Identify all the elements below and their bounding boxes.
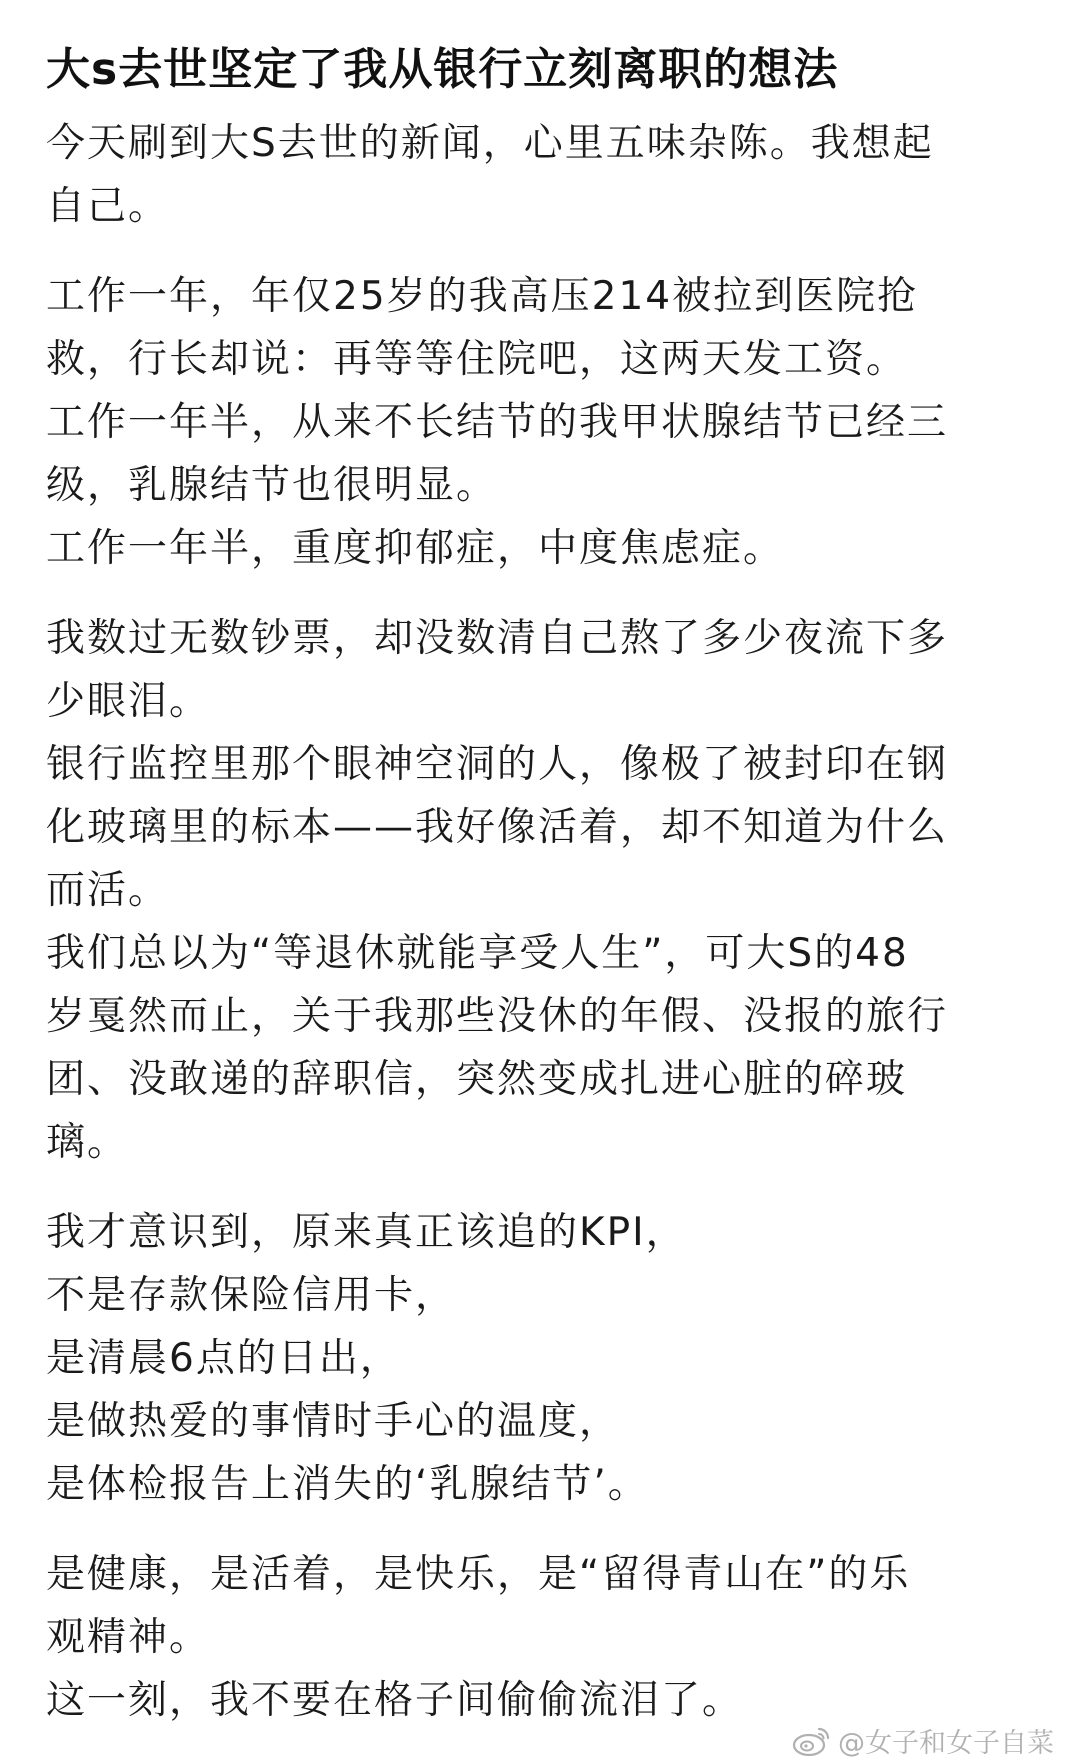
weibo-icon bbox=[792, 1724, 832, 1758]
paragraph-4: 我才意识到，原来真正该追的KPI， 不是存款保险信用卡， 是清晨6点的日出， 是做热爱的事情时手心的温度， 是体检报告上消失的‘乳腺结节’。 bbox=[46, 1210, 687, 1507]
post-title: 大s去世坚定了我从银行立刻离职的想法 bbox=[46, 44, 839, 95]
paragraph-5: 是健康，是活着，是快乐，是“留得青山在”的乐 观精神。 这一刻，我不要在格子间偷偷流泪了。 bbox=[46, 1552, 911, 1723]
post-content bbox=[46, 28, 1036, 1732]
paragraph-2: 工作一年，年仅25岁的我高压214被拉到医院抢 救，行长却说：再等等住院吧，这两天发工资。 工作一年半，从来不长结节的我甲状腺结节已经三 级，乳腺结节也很明显。 工作一年半，重度抑郁症，中度焦虑症。 bbox=[46, 274, 949, 571]
weibo-watermark bbox=[792, 1721, 1054, 1760]
paragraph-3: 我数过无数钞票，却没数清自己熬了多少夜流下多 少眼泪。 银行监控里那个眼神空洞的人，像极了被封印在钢 化玻璃里的标本——我好像活着，却不知道为什么 而活。 我们总以为“等退休就能享受人生”，可大S的48 岁戛然而止，关于我那些没休的年假、没报的旅行 团、没敢递的辞职信，突然变成扎进心脏的碎玻 璃。 bbox=[46, 616, 949, 1165]
watermark-text: @女子和女子自菜 bbox=[838, 1728, 1054, 1759]
paragraph-1: 今天刷到大S去世的新闻，心里五味杂陈。我想起 自己。 bbox=[46, 121, 934, 229]
